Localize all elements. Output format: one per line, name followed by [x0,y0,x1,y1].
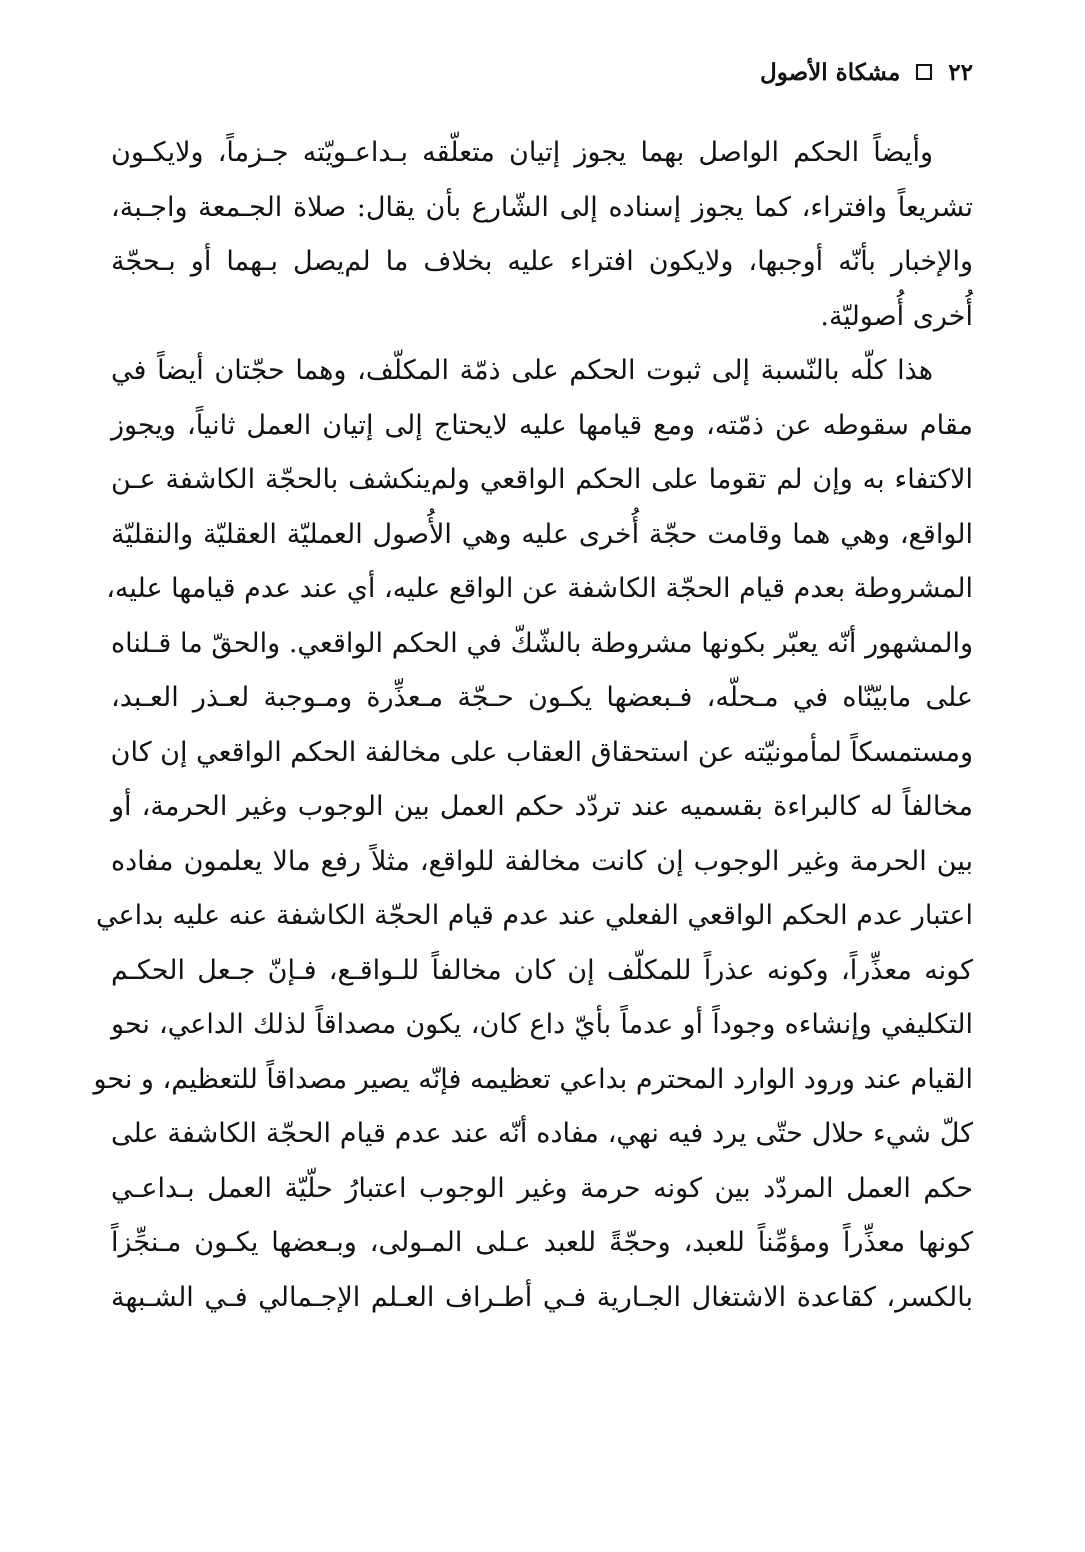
text-line: كونها معذِّراً ومؤمِّناً للعبد، وحجّةً للعبد عـلى المـولى، وبـعضها يكـون مـنجِّزاً [111,1227,973,1258]
text-line: بين الحرمة وغير الوجوب إن كانت مخالفة للواقع، مثلاً رفع مالا يعلمون مفاده [111,845,973,877]
text-line: أُخرى أُصوليّة. [820,300,973,332]
text-line: على مابيّنّاه في مـحلّه، فـبعضها يكـون حـجّة مـعذِّرة ومـوجبة لعـذر العـبد، [111,682,974,713]
text-line: والإخبار بأنّه أوجبها، ولايكون افتراء عليه بخلاف ما لم‌يصل بـهما أو بـحجّة [111,246,973,277]
text-line: والمشهور أنّه يعبّر بكونها مشروطة بالشّكّ في الحكم الواقعي. والحقّ ما قـلناه [111,627,973,659]
running-header [760,52,973,92]
text-line: هذا كلّه بالنّسبة إلى ثبوت الحكم على ذمّة المكلّف، وهما حجّتان أيضاً في [111,355,933,386]
text-line: القيام عند ورود الوارد المحترم بداعي تعظيمه فإنّه يصير مصداقاً للتعظيم، و نحو [93,1063,973,1095]
text-line: كلّ شيء حلال حتّى يرد فيه نهي، مفاده أنّه عند عدم قيام الحجّة الكاشفة على [111,1118,973,1149]
body-text [93,126,974,1325]
text-line: وأيضاً الحكم الواصل بهما يجوز إتيان متعلّقه بـداعـويّته جـزماً، ولايكـون [111,137,933,168]
book-title: مشكاة الأصول [760,58,901,86]
paragraph-2 [93,344,974,1325]
text-line: اعتبار عدم الحكم الواقعي الفعلي عند عدم قيام الحجّة الكاشفة عنه عليه بداعي [96,900,973,931]
square-ornament-icon [916,64,932,80]
text-line: تشريعاً وافتراء، كما يجوز إسناده إلى الشّارع بأن يقال: صلاة الجـمعة واجـبة، [111,191,973,223]
text-line: المشروطة بعدم قيام الحجّة الكاشفة عن الواقع عليه، أي عند عدم قيامها عليه، [106,573,973,604]
page-number: ٢٢ [948,58,973,86]
text-line: التكليفي وإنشاءه وجوداً أو عدماً بأيّ داع كان، يكون مصداقاً لذلك الداعي، نحو [111,1009,973,1040]
text-line: الواقع، وهي هما وقامت حجّة أُخرى عليه وهي الأُصول العمليّة العقليّة والنقليّة [111,518,973,550]
paragraph-1 [111,126,973,344]
text-line: حكم العمل المردّد بين كونه حرمة وغير الوجوب اعتبارُ حلّيّة العمل بـداعـي [111,1172,973,1204]
text-line: الاكتفاء به وإن لم تقوما على الحكم الواقعي ولم‌ينكشف بالحجّة الكاشفة عـن [111,464,973,495]
text-line: ومستمسكاً لمأمونيّته عن استحقاق العقاب على مخالفة الحكم الواقعي إن كان [110,736,973,768]
text-line: بالكسر، كقاعدة الاشتغال الجـارية فـي أطـراف العـلم الإجـمالي فـي الشـبهة [111,1281,973,1313]
text-line: مقام سقوطه عن ذمّته، ومع قيامها عليه لايحتاج إلى إتيان العمل ثانياً، ويجوز [111,409,973,441]
text-line: كونه معذِّراً، وكونه عذراً للمكلّف إن كان مخالفاً للـواقـع، فـإنّ جـعل الحكـم [111,954,973,986]
text-line: مخالفاً له كالبراءة بقسميه عند تردّد حكم العمل بين الوجوب وغير الحرمة، أو [111,791,973,822]
